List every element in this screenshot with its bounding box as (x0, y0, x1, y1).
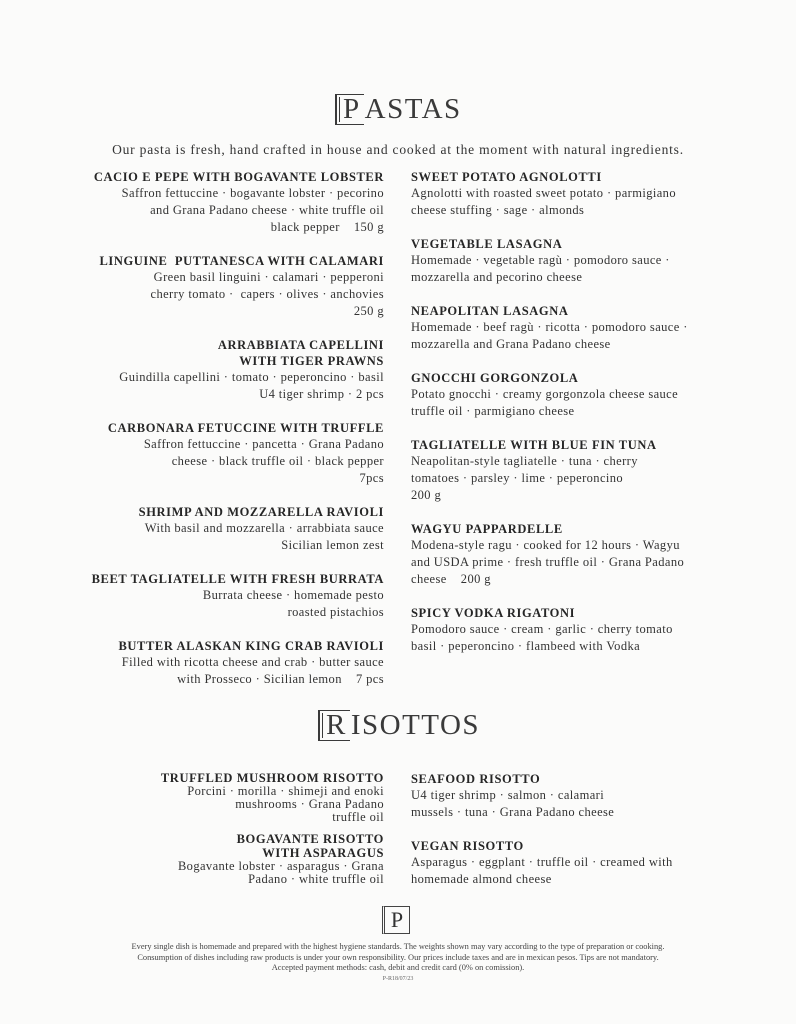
menu-item-name: CACIO E PEPE WITH BOGAVANTE LOBSTER (93, 170, 384, 184)
menu-item-name: SHRIMP AND MOZZARELLA RAVIOLI (138, 505, 384, 519)
menu-item-desc-line: mozzarella and Grana Padano cheese (411, 337, 611, 351)
menu-item-desc-line: and Grana Padano cheese · white truffle oil (150, 203, 384, 217)
risottos-heading-rest: ISOTTOS (350, 709, 481, 741)
menu-item-desc-line: Modena-style ragu · cooked for 12 hours · Wagyu (411, 538, 680, 552)
menu-item (411, 838, 711, 888)
footer-line: Consumption of dishes including raw products is under your own responsibility. Our prices include taxes and are in mexican pesos. Tips are not mandatory. (137, 952, 659, 962)
menu-item (84, 253, 384, 320)
pastas-heading-initial: P (335, 94, 364, 125)
menu-item (411, 236, 711, 286)
menu-item-desc-line: Asparagus · eggplant · truffle oil · creamed with (411, 855, 673, 869)
menu-item-desc-line: basil · peperoncino · flambeed with Vodka (411, 639, 641, 653)
pastas-intro: Our pasta is fresh, hand crafted in house and cooked at the moment with natural ingredients. (112, 142, 684, 157)
menu-item-desc-line: 200 g (411, 488, 442, 502)
menu-item-name: SEAFOOD RISOTTO (411, 772, 541, 786)
pastas-heading-rest: ASTAS (364, 93, 462, 125)
menu-item-desc-line: Saffron fettuccine · pancetta · Grana Padano (143, 437, 384, 451)
menu-item-desc-line: mushrooms · Grana Padano (235, 797, 384, 811)
menu-item (84, 571, 384, 621)
menu-item-desc-line: 7pcs (359, 471, 384, 485)
menu-item (84, 420, 384, 487)
menu-item-name: WITH TIGER PRAWNS (239, 354, 384, 368)
menu-item-desc-line: and USDA prime · fresh truffle oil · Grana Padano (411, 555, 685, 569)
risottos-right-column (411, 771, 711, 888)
menu-item-desc-line: roasted pistachios (287, 605, 384, 619)
menu-item-desc-line: With basil and mozzarella · arrabbiata sauce (144, 521, 384, 535)
document-code: P-R18/07/23 (382, 975, 414, 982)
pastas-heading (335, 94, 462, 125)
menu-item-desc-line: Filled with ricotta cheese and crab · butter sauce (121, 655, 384, 669)
restaurant-logo: P (382, 906, 410, 934)
menu-item-name: TAGLIATELLE WITH BLUE FIN TUNA (411, 438, 657, 452)
menu-item-desc-line: truffle oil (332, 810, 384, 824)
menu-item-desc-line: Saffron fettuccine · bogavante lobster · pecorino (121, 186, 384, 200)
menu-item-name: TRUFFLED MUSHROOM RISOTTO (160, 771, 384, 785)
menu-item (411, 437, 711, 504)
menu-item-name: VEGAN RISOTTO (411, 839, 524, 853)
menu-item-desc-line: homemade almond cheese (411, 872, 552, 886)
menu-item (84, 169, 384, 236)
menu-item-desc-line: Guindilla capellini · tomato · peperoncino · basil (119, 370, 384, 384)
menu-item-desc-line: Porcini · morilla · shimeji and enoki (187, 784, 384, 798)
menu-item-name: NEAPOLITAN LASAGNA (411, 304, 569, 318)
menu-item-desc-line: cherry tomato · capers · olives · anchovies (150, 287, 384, 301)
menu-item (411, 521, 711, 588)
menu-item-desc-line: Homemade · beef ragù · ricotta · pomodoro sauce · (411, 320, 688, 334)
menu-item-name: VEGETABLE LASAGNA (411, 237, 563, 251)
menu-item (84, 638, 384, 688)
menu-item (124, 832, 384, 886)
menu-item-name: CARBONARA FETUCCINE WITH TRUFFLE (107, 421, 384, 435)
menu-item-desc-line: Agnolotti with roasted sweet potato · parmigiano (411, 186, 676, 200)
menu-item-desc-line: mussels · tuna · Grana Padano cheese (411, 805, 615, 819)
menu-item-desc-line: cheese stuffing · sage · almonds (411, 203, 585, 217)
menu-item (411, 370, 711, 420)
menu-item (411, 605, 711, 655)
menu-item-desc-line: U4 tiger shrimp · salmon · calamari (411, 788, 605, 802)
menu-item-desc-line: Potato gnocchi · creamy gorgonzola cheese sauce (411, 387, 679, 401)
risottos-heading (318, 710, 480, 741)
menu-item-desc-line: black pepper 150 g (270, 220, 384, 234)
menu-item (411, 771, 711, 821)
menu-item-desc-line: U4 tiger shrimp · 2 pcs (259, 387, 384, 401)
menu-item-name: BEET TAGLIATELLE WITH FRESH BURRATA (91, 572, 384, 586)
menu-item-name: BUTTER ALASKAN KING CRAB RAVIOLI (118, 639, 384, 653)
menu-item-name: SPICY VODKA RIGATONI (411, 606, 576, 620)
menu-item-desc-line: cheese · black truffle oil · black pepper (171, 454, 384, 468)
menu-item-name: WITH ASPARAGUS (262, 846, 384, 860)
pastas-right-column (411, 169, 711, 655)
menu-item-desc-line: Pomodoro sauce · cream · garlic · cherry tomato (411, 622, 673, 636)
menu-item-desc-line: Homemade · vegetable ragù · pomodoro sauce · (411, 253, 670, 267)
menu-item-desc-line: Sicilian lemon zest (281, 538, 384, 552)
menu-item-desc-line: 250 g (353, 304, 384, 318)
menu-item-desc-line: Padano · white truffle oil (248, 872, 384, 886)
menu-item (411, 169, 711, 219)
footer-line: Every single dish is homemade and prepared with the highest hygiene standards. The weights shown may vary according to the type of preparation or cooking. (131, 942, 665, 951)
menu-item-name: SWEET POTATO AGNOLOTTI (411, 170, 602, 184)
menu-item-name: GNOCCHI GORGONZOLA (411, 371, 579, 385)
menu-item (84, 504, 384, 554)
risottos-left-column (124, 771, 384, 886)
menu-item-desc-line: cheese 200 g (411, 572, 491, 586)
menu-item-name: BOGAVANTE RISOTTO (236, 832, 384, 846)
footer (0, 942, 796, 984)
menu-item (411, 303, 711, 353)
menu-item-desc-line: Green basil linguini · calamari · pepperoni (153, 270, 384, 284)
menu-item-name: WAGYU PAPPARDELLE (411, 522, 563, 536)
menu-item-desc-line: Neapolitan-style tagliatelle · tuna · cherry (411, 454, 638, 468)
risottos-heading-initial: R (318, 710, 350, 741)
menu-item (84, 337, 384, 403)
pastas-left-column (84, 169, 384, 688)
menu-item-desc-line: with Prosseco · Sicilian lemon 7 pcs (177, 672, 384, 686)
menu-item-desc-line: Bogavante lobster · asparagus · Grana (177, 859, 384, 873)
menu-item-desc-line: truffle oil · parmigiano cheese (411, 404, 575, 418)
menu-item-desc-line: tomatoes · parsley · lime · peperoncino (411, 471, 624, 485)
menu-item-desc-line: Burrata cheese · homemade pesto (202, 588, 384, 602)
menu-item-name: ARRABBIATA CAPELLINI (217, 338, 384, 352)
menu-item-name: LINGUINE PUTTANESCA WITH CALAMARI (99, 254, 384, 268)
menu-item (124, 771, 384, 824)
menu-item-desc-line: mozzarella and pecorino cheese (411, 270, 583, 284)
footer-line: Accepted payment methods: cash, debit and credit card (0% on comission). (271, 963, 525, 972)
